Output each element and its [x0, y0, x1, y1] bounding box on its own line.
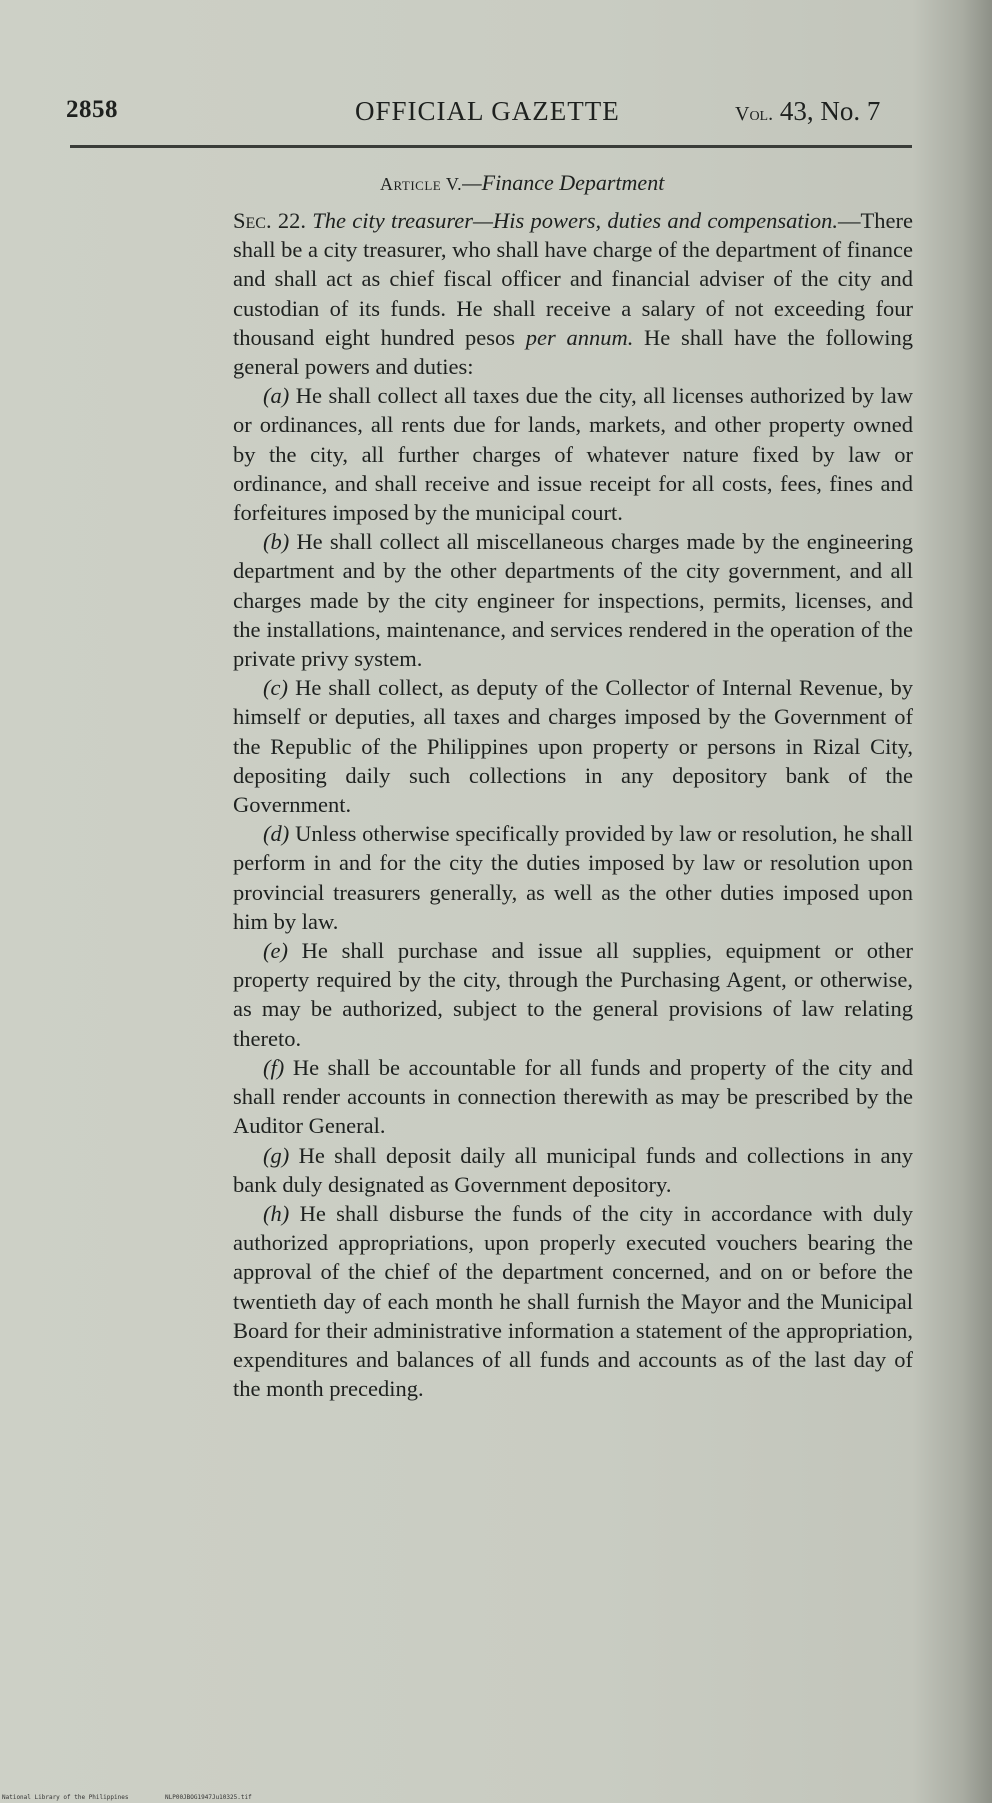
item-text: He shall collect all taxes due the city, all licenses authorized by law or ordinances, all rents due for lands, markets, and other property owned by the city, all further charges of whatever nature fixed by law or ordinance, and shall receive and issue receipt for all costs, fees, fines and forfeitures imposed by the municipal court.: [233, 383, 913, 526]
section-number: Sec. 22.: [233, 208, 306, 233]
item-c: [233, 673, 913, 819]
item-b: [233, 527, 913, 673]
journal-title: OFFICIAL GAZETTE: [355, 96, 620, 126]
item-f: [233, 1053, 913, 1141]
item-text: He shall disburse the funds of the city in accordance with duly authorized appropriations, upon properly executed vouchers bearing the approval of the chief of the department concerned, and on or before the twentieth day of each month he shall furnish the Mayor and the Municipal Board for their administrative information a statement of the appropriation, expenditures and balances of all funds and accounts as of the last day of the month preceding.: [233, 1200, 913, 1402]
item-letter: (d): [263, 821, 290, 847]
item-letter: (e): [263, 938, 288, 964]
section-paragraph: [233, 206, 913, 381]
item-letter: (c): [263, 675, 288, 701]
article-title: —Finance Department: [462, 170, 665, 195]
section-text-after: He shall have the following general powers and duties:: [233, 324, 913, 380]
item-letter: (g): [263, 1142, 290, 1168]
item-text: He shall be accountable for all funds and property of the city and shall render accounts in connection therewith as may be prescribed by the Auditor General.: [233, 1054, 913, 1139]
footer-library: National Library of the Philippines: [2, 1794, 129, 1801]
item-text: He shall collect all miscellaneous charges made by the engineering department and by the other departments of the city government, and all charges made by the city engineer for inspections, permits, licenses, and the installations, maintenance, and services rendered in the operation of the private privy system.: [233, 529, 913, 672]
item-g: [233, 1141, 913, 1199]
item-text: He shall collect, as deputy of the Collector of Internal Revenue, by himself or deputies, all taxes and charges imposed by the Government of the Republic of the Philippines upon property or persons in Rizal City, depositing daily such collections in any depository bank of the Government.: [233, 675, 913, 818]
item-letter: (a): [263, 383, 290, 409]
item-letter: (f): [263, 1054, 285, 1080]
footer-filename: NLP00JBOG1947Ju10325.tif: [165, 1794, 252, 1801]
item-letter: (h): [263, 1200, 290, 1226]
item-e: [233, 936, 913, 1053]
section-text-before: —There shall be a city treasurer, who shall have charge of the department of finance and shall act as chief fiscal officer and financial adviser of the city and custodian of its funds. He shall receive a salary of not exceeding four thousand eight hundred pesos: [233, 208, 913, 350]
per-annum: per annum.: [525, 324, 634, 350]
item-h: [233, 1199, 913, 1403]
page-header: [0, 96, 992, 136]
section-heading: The city treasurer—His powers, duties and compensation.: [312, 208, 839, 233]
body-text: [233, 206, 913, 1403]
article-heading: [380, 170, 664, 196]
article-label: Article V.: [380, 174, 463, 194]
volume-prefix: Vol.: [735, 103, 774, 125]
item-text: He shall deposit daily all municipal funds and collections in any bank duly designated as Government depository.: [233, 1142, 913, 1197]
item-letter: (b): [263, 529, 290, 555]
item-text: He shall purchase and issue all supplies, equipment or other property required by the city, through the Purchasing Agent, or otherwise, as may be authorized, subject to the general provisions of law relating thereto.: [233, 938, 913, 1051]
header-rule: [70, 145, 912, 148]
volume-number: 43, No. 7: [773, 96, 881, 126]
item-a: [233, 381, 913, 527]
page-number: 2858: [66, 96, 118, 123]
volume-issue: [735, 96, 880, 127]
item-d: [233, 819, 913, 936]
item-text: Unless otherwise specifically provided by law or resolution, he shall perform in and for the city the duties imposed by law or resolution upon provincial treasurers generally, as well as the other duties imposed upon him by law.: [233, 821, 913, 934]
